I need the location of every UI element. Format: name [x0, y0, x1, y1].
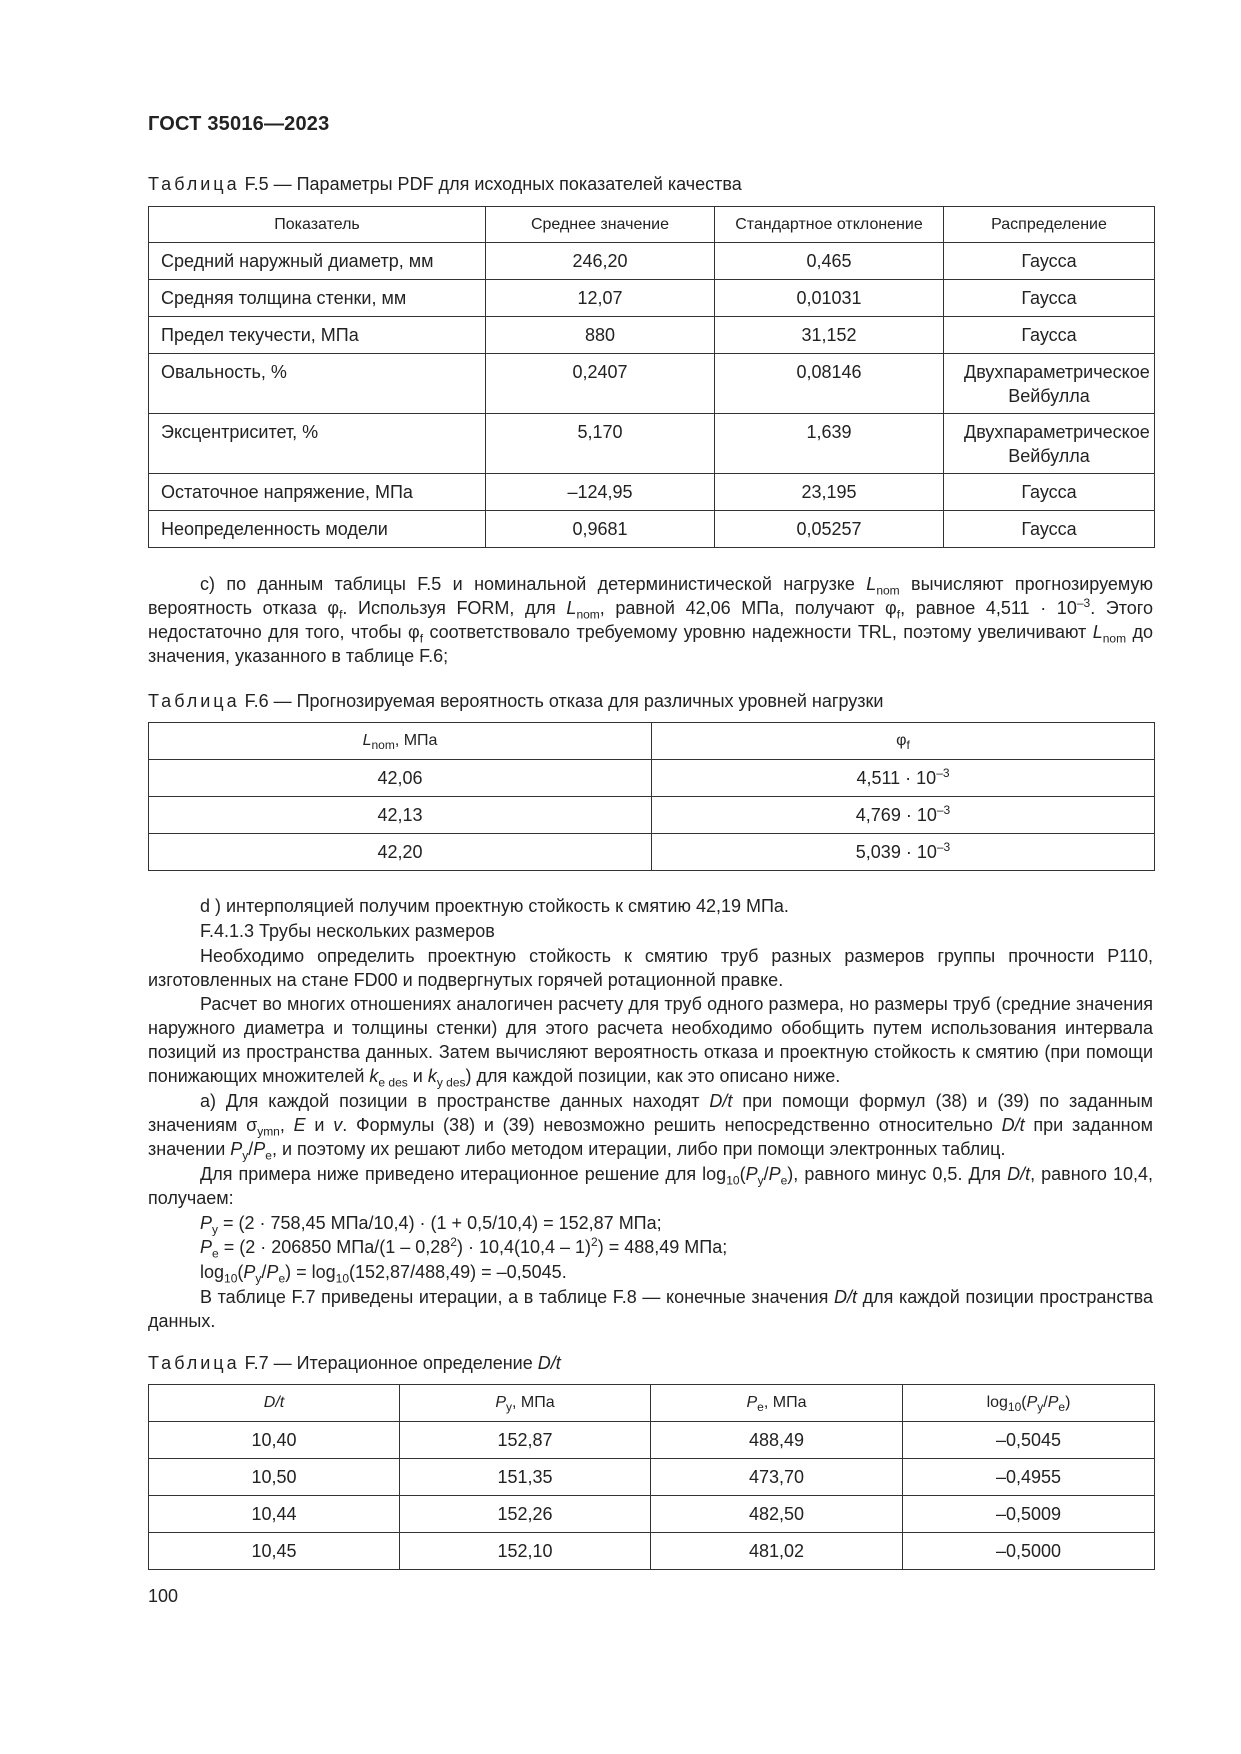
- table-cell: 880: [486, 317, 715, 354]
- math-sub: nom: [576, 607, 600, 622]
- math-sub: e: [757, 1400, 764, 1415]
- table-label: Таблица: [148, 1353, 240, 1373]
- table-cell: 0,9681: [486, 511, 715, 548]
- math-sub: 10: [335, 1271, 350, 1286]
- math-sub: 10: [726, 1173, 740, 1188]
- math-var: φ: [896, 732, 907, 749]
- table-cell: –0,4955: [903, 1459, 1155, 1496]
- math-var: P: [200, 1213, 213, 1233]
- math-sub: e: [265, 1148, 272, 1163]
- math-var: L: [866, 574, 877, 594]
- math-sub: f: [339, 607, 343, 622]
- math-sub: y: [506, 1400, 513, 1415]
- math-var: k: [369, 1066, 379, 1086]
- math-sub: f: [906, 738, 910, 753]
- table-f7-title: F.7 — Итерационное определение: [244, 1353, 538, 1373]
- table-f6: [148, 722, 1155, 871]
- math-sub: e: [780, 1173, 788, 1188]
- text-run: при помощи формул (38) и (39) по заданным значениям σ: [148, 1091, 1153, 1135]
- text-run: /: [763, 1164, 769, 1184]
- math-var: P: [495, 1394, 507, 1411]
- table-cell: Гаусса: [944, 317, 1155, 354]
- math-sup: –3: [1076, 596, 1091, 610]
- paragraph-a: [148, 1089, 1153, 1161]
- text-run: , равного 10,4, получаем:: [148, 1164, 1153, 1208]
- formula-log: [200, 1260, 567, 1284]
- math-sub: y: [255, 1271, 262, 1286]
- math-sub: e: [212, 1246, 219, 1261]
- column-header: [651, 1385, 903, 1422]
- math-var: v: [333, 1115, 343, 1135]
- table-f5-title: F.5 — Параметры PDF для исходных показателей качества: [244, 174, 742, 194]
- text-run: . Используя FORM, для: [342, 598, 567, 618]
- table-header-row: [149, 207, 1155, 243]
- table-row: [149, 243, 1155, 280]
- table-cell: 31,152: [715, 317, 944, 354]
- mantissa: 5,039 · 10: [855, 842, 937, 862]
- table-cell: Гаусса: [944, 243, 1155, 280]
- text-run: ,: [279, 1115, 294, 1135]
- math-var: E: [293, 1115, 306, 1135]
- unit-text: , МПа: [763, 1394, 807, 1411]
- text-run: ) для каждой позиции, как это описано ниже.: [465, 1066, 841, 1086]
- table-cell: 152,26: [400, 1496, 651, 1533]
- table-cell: Эксцентриситет, %: [149, 414, 486, 474]
- math-var: P: [243, 1262, 256, 1282]
- math-sub: e des: [378, 1075, 408, 1090]
- exponent: –3: [936, 766, 950, 780]
- text-run: , равной 42,06 МПа, получают φ: [599, 598, 897, 618]
- table-row: [149, 1496, 1155, 1533]
- table-f7: [148, 1384, 1155, 1570]
- unit-text: , МПа: [512, 1394, 555, 1411]
- math-var: D/t: [833, 1287, 857, 1307]
- math-var: P: [230, 1139, 243, 1159]
- math-var: D/t: [1007, 1164, 1031, 1184]
- table-f6-caption: [148, 689, 883, 713]
- table-cell: –0,5045: [903, 1422, 1155, 1459]
- table-f6-title: F.6 — Прогнозируемая вероятность отказа для различных уровней нагрузки: [244, 691, 884, 711]
- text-run: . Этого недостаточно для того, чтобы φ: [148, 598, 1153, 642]
- section-heading: F.4.1.3 Трубы нескольких размеров: [200, 921, 495, 941]
- math-var: D/t: [709, 1091, 733, 1111]
- text-run: , равное 4,511 · 10: [900, 598, 1077, 618]
- math-sub: nom: [876, 583, 900, 598]
- paragraph-example: [148, 1162, 1153, 1210]
- column-header: $\log_{10}(P_y/P_e)$: [903, 1385, 1155, 1422]
- text-run: ), равного минус 0,5. Для: [787, 1164, 1008, 1184]
- table-cell: 481,02: [651, 1533, 903, 1570]
- math-var: D/t: [263, 1394, 285, 1411]
- column-header: [400, 1385, 651, 1422]
- table-cell: 42,13: [149, 797, 652, 834]
- table-cell: Предел текучести, МПа: [149, 317, 486, 354]
- table-cell: 152,10: [400, 1533, 651, 1570]
- table-cell: 482,50: [651, 1496, 903, 1533]
- table-cell: 10,40: [149, 1422, 400, 1459]
- math-sub: nom: [371, 738, 395, 753]
- math-var: P: [1026, 1394, 1038, 1411]
- math-var: P: [266, 1262, 279, 1282]
- text-run: для каждой позиции пространства данных.: [148, 1287, 1153, 1331]
- exponent: –3: [936, 803, 951, 817]
- table-cell: Средняя толщина стенки, мм: [149, 280, 486, 317]
- column-header: Стандартное отклонение: [715, 207, 944, 243]
- table-cell: 0,08146: [715, 354, 944, 414]
- text-run: = (2 · 758,45 МПа/10,4) · (1 + 0,5/10,4) = 152,87 МПа;: [218, 1213, 662, 1233]
- text-run: (: [237, 1262, 244, 1282]
- text-run: (152,87/488,49) = –0,5045.: [349, 1262, 567, 1282]
- table-row: [149, 354, 1155, 414]
- text-run: при заданном значении: [148, 1115, 1153, 1159]
- paragraph-calc: [148, 992, 1153, 1088]
- paragraph-intro: Необходимо определить проектную стойкость к смятию труб разных размеров группы прочности Р110, изготовленных на стане FD00 и подвергнутых горячей ротационной правке.: [148, 946, 1153, 990]
- text-run: a) Для каждой позиции в пространстве данных находят: [200, 1091, 710, 1111]
- text-run: ) · 10,4(10,4 – 1): [456, 1237, 592, 1257]
- math-var: D/t: [537, 1353, 561, 1373]
- math-var: D/t: [1001, 1115, 1025, 1135]
- table-cell: Гаусса: [944, 511, 1155, 548]
- table-cell: 10,44: [149, 1496, 400, 1533]
- table-cell: 151,35: [400, 1459, 651, 1496]
- table-row: [149, 760, 1155, 797]
- table-cell: 473,70: [651, 1459, 903, 1496]
- math-sup: 2: [591, 1235, 598, 1249]
- table-cell: Остаточное напряжение, МПа: [149, 474, 486, 511]
- table-cell: 5,170: [486, 414, 715, 474]
- table-header-row: [149, 1385, 1155, 1422]
- table-cell: 488,49: [651, 1422, 903, 1459]
- text-run: (: [1021, 1394, 1027, 1411]
- table-cell: 42,20: [149, 834, 652, 871]
- text-run: . Формулы (38) и (39) невозможно решить непосредственно относительно: [342, 1115, 1002, 1135]
- table-cell: Гаусса: [944, 474, 1155, 511]
- text-run: ) = 488,49 МПа;: [597, 1237, 728, 1257]
- table-row: [149, 834, 1155, 871]
- table-cell: Гаусса: [944, 280, 1155, 317]
- paragraph-c: [148, 572, 1153, 668]
- math-sub: 10: [1007, 1400, 1022, 1415]
- table-row: [149, 511, 1155, 548]
- math-sub: e: [1058, 1400, 1066, 1415]
- table-cell: Двухпараметрическое Вейбулла: [944, 354, 1155, 414]
- mantissa: 4,769 · 10: [855, 805, 937, 825]
- table-cell: Овальность, %: [149, 354, 486, 414]
- table-cell: 246,20: [486, 243, 715, 280]
- math-var: P: [253, 1139, 266, 1159]
- math-sub: ymn: [257, 1124, 280, 1139]
- column-header: [149, 1385, 400, 1422]
- text-run: log: [986, 1394, 1008, 1411]
- formula-pe: [200, 1235, 727, 1259]
- text-run: и: [305, 1115, 334, 1135]
- math-sub: y: [242, 1148, 249, 1163]
- table-row: [149, 1533, 1155, 1570]
- text-run: ) = log: [285, 1262, 336, 1282]
- paragraph-iterations: [148, 1285, 1153, 1333]
- math-sub: f: [896, 607, 901, 622]
- table-cell: 0,2407: [486, 354, 715, 414]
- table-cell: Двухпараметрическое Вейбулла: [944, 414, 1155, 474]
- math-var: P: [768, 1164, 781, 1184]
- column-header: [652, 723, 1155, 760]
- table-cell: –124,95: [486, 474, 715, 511]
- column-header: Среднее значение: [486, 207, 715, 243]
- text-run: /: [1043, 1394, 1048, 1411]
- table-f5-caption: [148, 172, 742, 196]
- table-row: [149, 797, 1155, 834]
- column-header: Показатель: [149, 207, 486, 243]
- formula-py: [200, 1211, 662, 1235]
- table-cell: –0,5009: [903, 1496, 1155, 1533]
- math-sub: f: [419, 631, 424, 646]
- table-cell: 23,195: [715, 474, 944, 511]
- math-sub: 10: [224, 1271, 238, 1286]
- math-var: L: [1092, 622, 1103, 642]
- table-cell: –0,5000: [903, 1533, 1155, 1570]
- text-run: /: [248, 1139, 254, 1159]
- math-var: P: [200, 1237, 213, 1257]
- table-header-row: [149, 723, 1155, 760]
- document-header: ГОСТ 35016—2023: [148, 113, 330, 135]
- table-row: [149, 414, 1155, 474]
- math-sub: y des: [436, 1075, 466, 1090]
- table-row: [149, 1459, 1155, 1496]
- column-header: Распределение: [944, 207, 1155, 243]
- table-cell: 1,639: [715, 414, 944, 474]
- mantissa: 4,511 · 10: [856, 768, 937, 788]
- table-row: [149, 317, 1155, 354]
- table-cell: 152,87: [400, 1422, 651, 1459]
- table-label: Таблица: [148, 691, 240, 711]
- text-run: log: [200, 1262, 225, 1282]
- math-var: L: [566, 598, 577, 618]
- column-header: [149, 723, 652, 760]
- table-cell: [652, 797, 1155, 834]
- table-cell: 10,45: [149, 1533, 400, 1570]
- math-var: P: [746, 1394, 758, 1411]
- table-cell: Неопределенность модели: [149, 511, 486, 548]
- math-var: P: [745, 1164, 758, 1184]
- paragraph-d: d ) интерполяцией получим проектную стойкость к смятию 42,19 МПа.: [200, 896, 789, 916]
- text-run: Для примера ниже приведено итерационное решение для log: [200, 1164, 727, 1184]
- table-cell: 0,465: [715, 243, 944, 280]
- table-cell: 0,05257: [715, 511, 944, 548]
- table-f5: [148, 206, 1155, 548]
- text-run: (: [739, 1164, 746, 1184]
- table-f7-caption: [148, 1351, 561, 1375]
- text-run: , и поэтому их решают либо методом итерации, либо при помощи электронных таблиц.: [271, 1139, 1006, 1159]
- exponent: –3: [936, 840, 951, 854]
- text-run: соответствовало требуемому уровню надежности TRL, поэтому увеличивают: [423, 622, 1093, 642]
- math-sub: e: [278, 1271, 286, 1286]
- text-run: В таблице F.7 приведены итерации, а в таблице F.8 — конечные значения: [200, 1287, 834, 1307]
- page-number: 100: [148, 1586, 179, 1606]
- table-row: [149, 1422, 1155, 1459]
- text-run: /: [261, 1262, 267, 1282]
- math-var: k: [427, 1066, 437, 1086]
- unit-text: , МПа: [394, 732, 438, 749]
- text-run: c) по данным таблицы F.5 и номинальной детерминистической нагрузке: [200, 574, 867, 594]
- text-run: Расчет во многих отношениях аналогичен расчету для труб одного размера, но размеры труб (средние значения наружного диаметра и толщины стенки) для этого расчета необходимо обобщить путем использования интервала позиций из пространства данных. Затем вычисляют вероятность отказа и проектную стойкость к смятию (при помощи понижающих множителей: [148, 994, 1153, 1086]
- table-cell: 10,50: [149, 1459, 400, 1496]
- table-cell: 0,01031: [715, 280, 944, 317]
- math-var: P: [1047, 1394, 1059, 1411]
- table-cell: 42,06: [149, 760, 652, 797]
- math-sub: y: [212, 1222, 219, 1237]
- text-run: = (2 · 206850 МПа/(1 – 0,28: [218, 1237, 451, 1257]
- table-row: [149, 474, 1155, 511]
- table-row: [149, 280, 1155, 317]
- math-sub: nom: [1102, 631, 1127, 646]
- table-cell: [652, 834, 1155, 871]
- table-cell: [652, 760, 1155, 797]
- math-var: L: [362, 732, 372, 749]
- table-cell: 12,07: [486, 280, 715, 317]
- text-run: вычисляют прогнозируемую вероятность отказа φ: [148, 574, 1154, 618]
- math-sup: 2: [450, 1235, 457, 1249]
- math-sub: y: [1037, 1400, 1044, 1415]
- text-run: до значения, указанного в таблице F.6;: [148, 622, 1154, 666]
- table-label: Таблица: [148, 174, 240, 194]
- text-run: и: [407, 1066, 428, 1086]
- table-cell: Средний наружный диаметр, мм: [149, 243, 486, 280]
- math-sub: y: [757, 1173, 764, 1188]
